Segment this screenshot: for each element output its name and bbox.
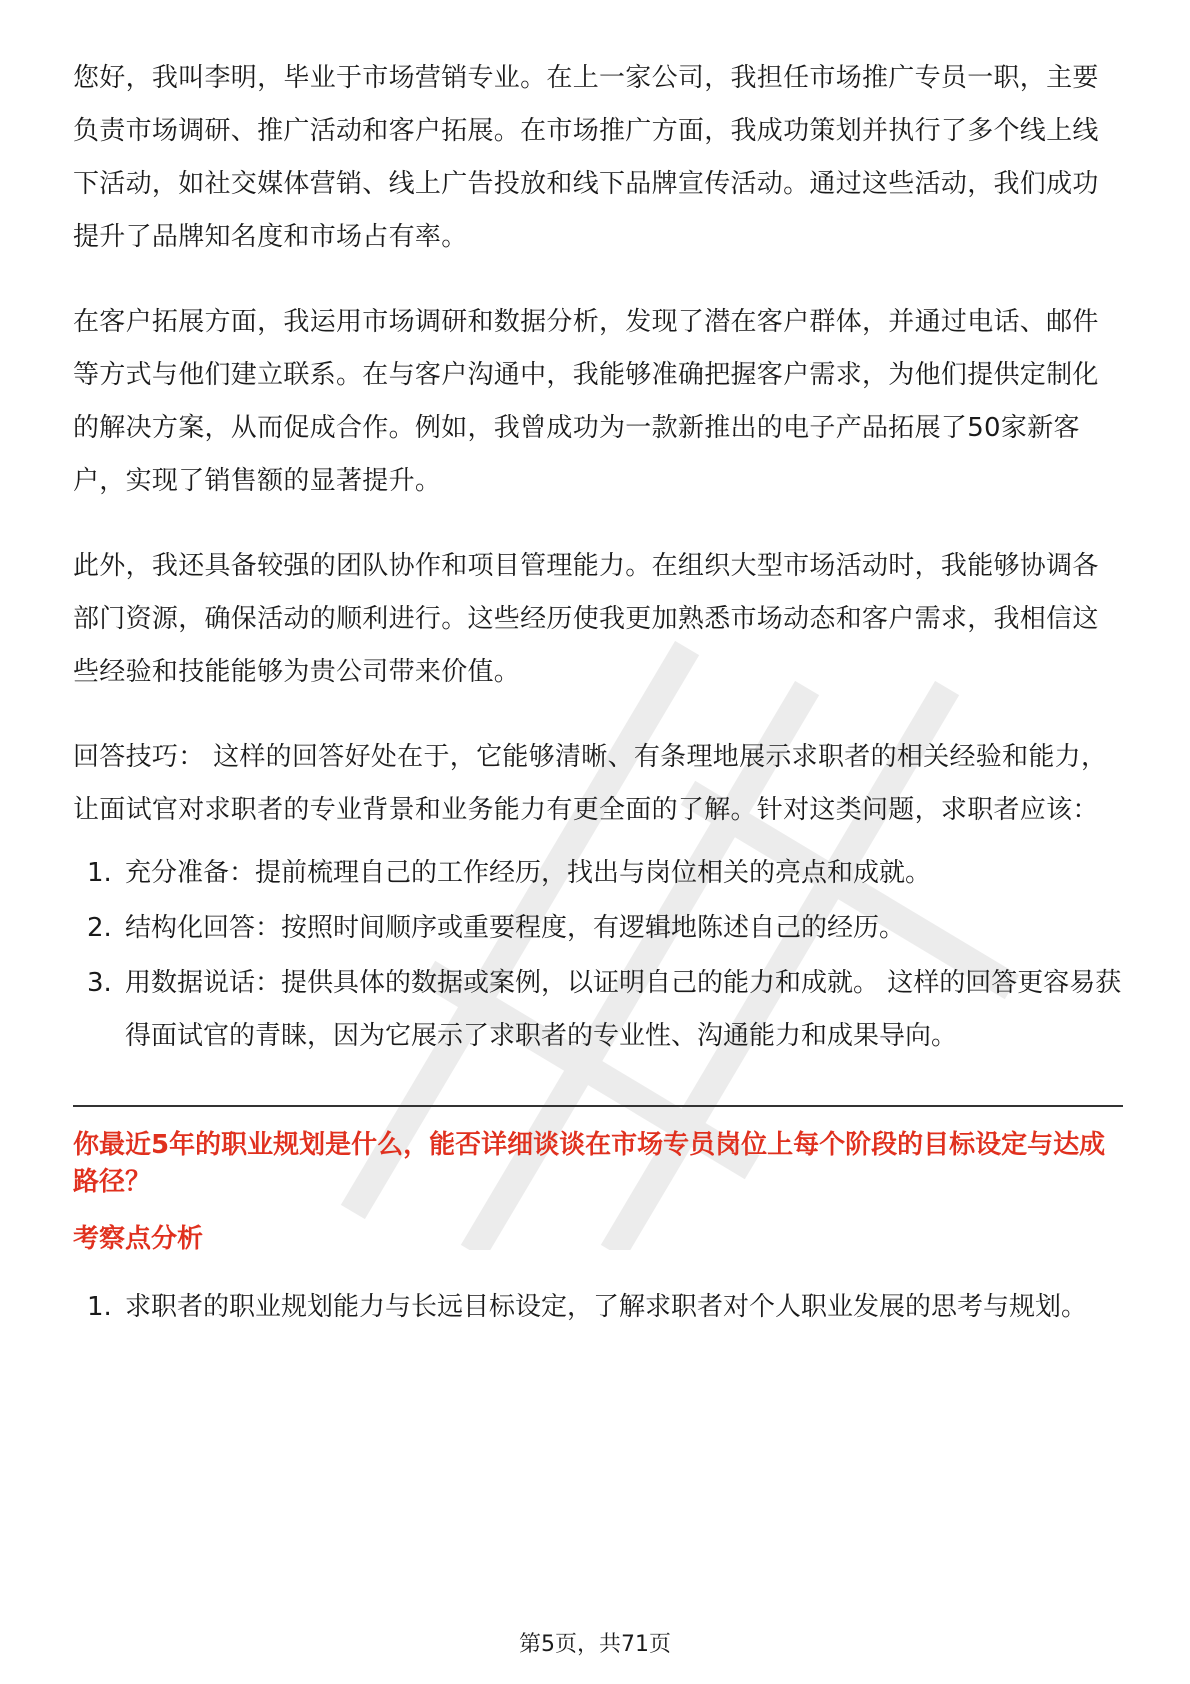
interview-question: 你最近5年的职业规划是什么，能否详细谈谈在市场专员岗位上每个阶段的目标设定与达成路径？ [73,1130,1106,1197]
list-number: 2. [87,913,112,943]
list-number: 3. [87,968,112,998]
list-number: 1. [87,858,112,888]
page-footer: 第5页，共71页 [519,1632,671,1657]
list-item-text: 充分准备：提前梳理自己的工作经历，找出与岗位相关的亮点和成就。 [125,858,932,888]
list-item-text: 用数据说话：提供具体的数据或案例，以证明自己的能力和成就。 这样的回答更容易获得面试官的青睐，因为它展示了求职者的专业性、沟通能力和成果导向。 [125,968,1122,1051]
section-divider [73,1105,1123,1107]
list-item [73,1281,1123,1334]
answer-tips-intro: 回答技巧： 这样的回答好处在于，它能够清晰、有条理地展示求职者的相关经验和能力，让面试官对求职者的专业背景和业务能力有更全面的了解。针对这类问题，求职者应该： [73,742,1108,825]
tips-list [73,847,1123,1063]
document-body [73,52,1123,1336]
list-item [73,902,1123,955]
analysis-list [73,1281,1123,1334]
list-number: 1. [87,1292,112,1322]
list-item [73,957,1123,1063]
answer-paragraph-1: 您好，我叫李明，毕业于市场营销专业。在上一家公司，我担任市场推广专员一职，主要负责市场调研、推广活动和客户拓展。在市场推广方面，我成功策划并执行了多个线上线下活动，如社交媒体营销、线上广告投放和线下品牌宣传活动。通过这些活动，我们成功提升了品牌知名度和市场占有率。 [73,63,1099,252]
list-item-text: 求职者的职业规划能力与长远目标设定，了解求职者对个人职业发展的思考与规划。 [125,1292,1088,1322]
list-item-text: 结构化回答：按照时间顺序或重要程度，有逻辑地陈述自己的经历。 [125,913,906,943]
list-item [73,847,1123,900]
answer-paragraph-3: 此外，我还具备较强的团队协作和项目管理能力。在组织大型市场活动时，我能够协调各部门资源，确保活动的顺利进行。这些经历使我更加熟悉市场动态和客户需求，我相信这些经验和技能能够为贵公司带来价值。 [73,551,1099,687]
analysis-heading: 考察点分析 [73,1224,204,1254]
answer-paragraph-2: 在客户拓展方面，我运用市场调研和数据分析，发现了潜在客户群体，并通过电话、邮件等方式与他们建立联系。在与客户沟通中，我能够准确把握客户需求，为他们提供定制化的解决方案，从而促成合作。例如，我曾成功为一款新推出的电子产品拓展了50家新客户，实现了销售额的显著提升。 [73,307,1099,496]
